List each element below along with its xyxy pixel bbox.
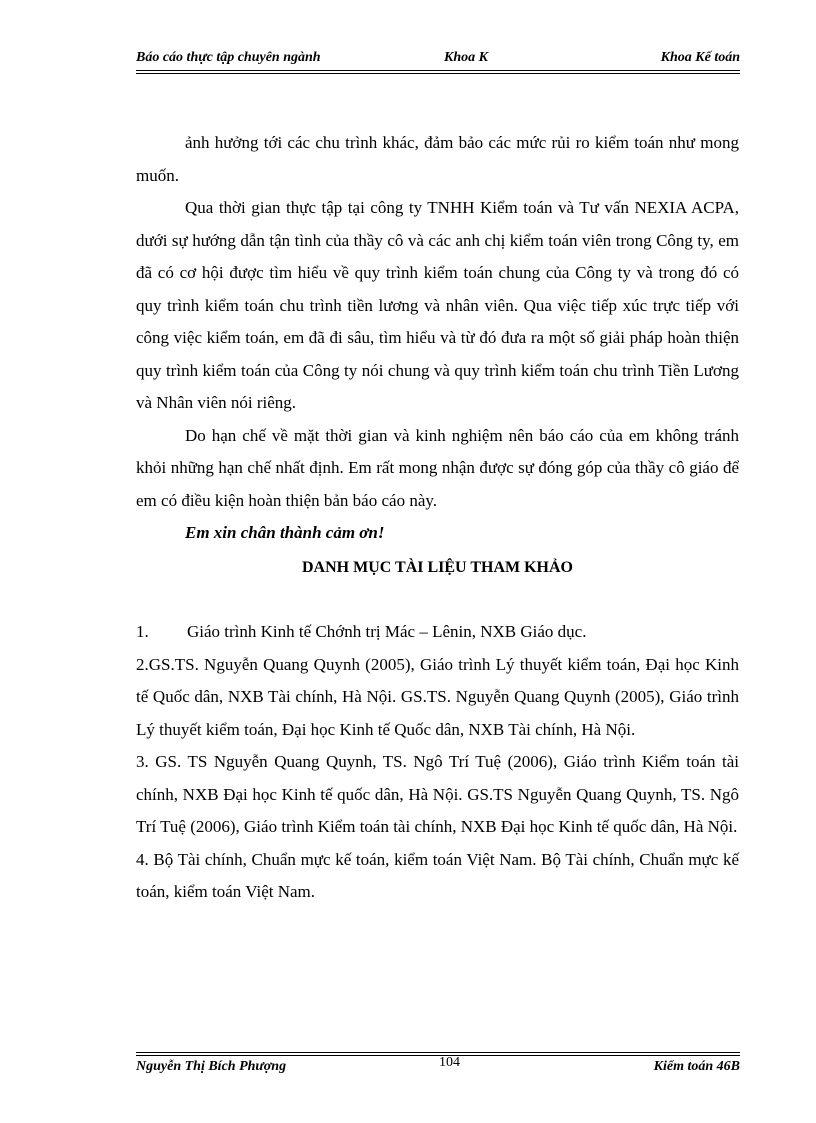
reference-number: 2.	[136, 654, 149, 674]
paragraph-internship: Qua thời gian thực tập tại công ty TNHH Kiểm toán và Tư vấn NEXIA ACPA, dưới sự hướng dẫn tận tình của thầy cô và các anh chị kiểm toán viên trong Công ty, em đã có cơ hội được tìm hiểu về quy trình kiểm toán chung của Công ty và trong đó có quy trình kiểm toán chu trình tiền lương và nhân viên. Qua việc tiếp xúc trực tiếp với công việc kiểm toán, em đã đi sâu, tìm hiểu và từ đó đưa ra một số giải pháp hoàn thiện quy trình kiểm toán của Công ty nói chung và quy trình kiểm toán chu trình Tiền Lương và Nhân viên nói riêng.	[136, 198, 739, 412]
reference-text: GS. TS Nguyễn Quang Quynh, TS. Ngô Trí Tuệ (2006), Giáo trình Kiểm toán tài chính, NXB Đại học Kinh tế quốc dân, Hà Nội. GS.TS Nguyễn Quang Quynh, TS. Ngô Trí Tuệ (2006), Giáo trình Kiểm toán tài chính, NXB Đại học Kinh tế quốc dân, Hà Nội.	[136, 752, 740, 836]
header-rule-thin	[136, 73, 740, 74]
header-faculty: Khoa Kế toán	[660, 50, 740, 65]
footer-author: Nguyễn Thị Bích Phượng	[136, 1059, 287, 1074]
reference-text: GS.TS. Nguyễn Quang Quynh (2005), Giáo trình Lý thuyết kiểm toán, Đại học Kinh tế Quốc dân, NXB Tài chính, Hà Nội. GS.TS. Nguyễn Quang Quynh (2005), Giáo trình Lý thuyết kiểm toán, Đại học Kinh tế Quốc dân, NXB Tài chính, Hà Nội.	[136, 654, 739, 739]
header-rule	[136, 70, 740, 71]
page-number: 104	[439, 1055, 460, 1070]
footer-class: Kiểm toán 46B	[653, 1059, 740, 1074]
reference-item	[136, 844, 739, 909]
reference-item	[136, 616, 739, 649]
page-footer	[136, 1056, 740, 1078]
header-faculty-short: Khoa K	[444, 50, 488, 65]
references-heading: DANH MỤC TÀI LIỆU THAM KHẢO	[302, 558, 573, 576]
reference-text: Giáo trình Kinh tế Chớnh trị Mác – Lênin, NXB Giáo dục.	[187, 622, 587, 641]
paragraph-limitations: Do hạn chế về mặt thời gian và kinh nghiệm nên báo cáo của em không tránh khỏi những hạn chế nhất định. Em rất mong nhận được sự đóng góp của thầy cô giáo để em có điều kiện hoàn thiện bản báo cáo này.	[136, 425, 739, 510]
thanks-line: Em xin chân thành cảm ơn!	[185, 523, 385, 542]
reference-item	[136, 649, 739, 747]
footer-rule-thin	[136, 1052, 740, 1053]
header-report-title: Báo cáo thực tập chuyên ngành	[136, 50, 321, 65]
reference-number: 1.	[136, 622, 149, 641]
reference-item	[136, 746, 739, 844]
reference-text: Bộ Tài chính, Chuẩn mực kế toán, kiểm toán Việt Nam. Bộ Tài chính, Chuẩn mực kế toán, kiểm toán Việt Nam.	[136, 849, 740, 901]
reference-number: 4.	[136, 849, 149, 869]
reference-number: 3.	[136, 752, 149, 771]
paragraph-continuation: ảnh hưởng tới các chu trình khác, đảm bảo các mức rủi ro kiểm toán như mong muốn.	[136, 133, 739, 185]
document-body	[136, 127, 739, 909]
page-header	[136, 48, 740, 70]
spacer	[136, 584, 739, 616]
